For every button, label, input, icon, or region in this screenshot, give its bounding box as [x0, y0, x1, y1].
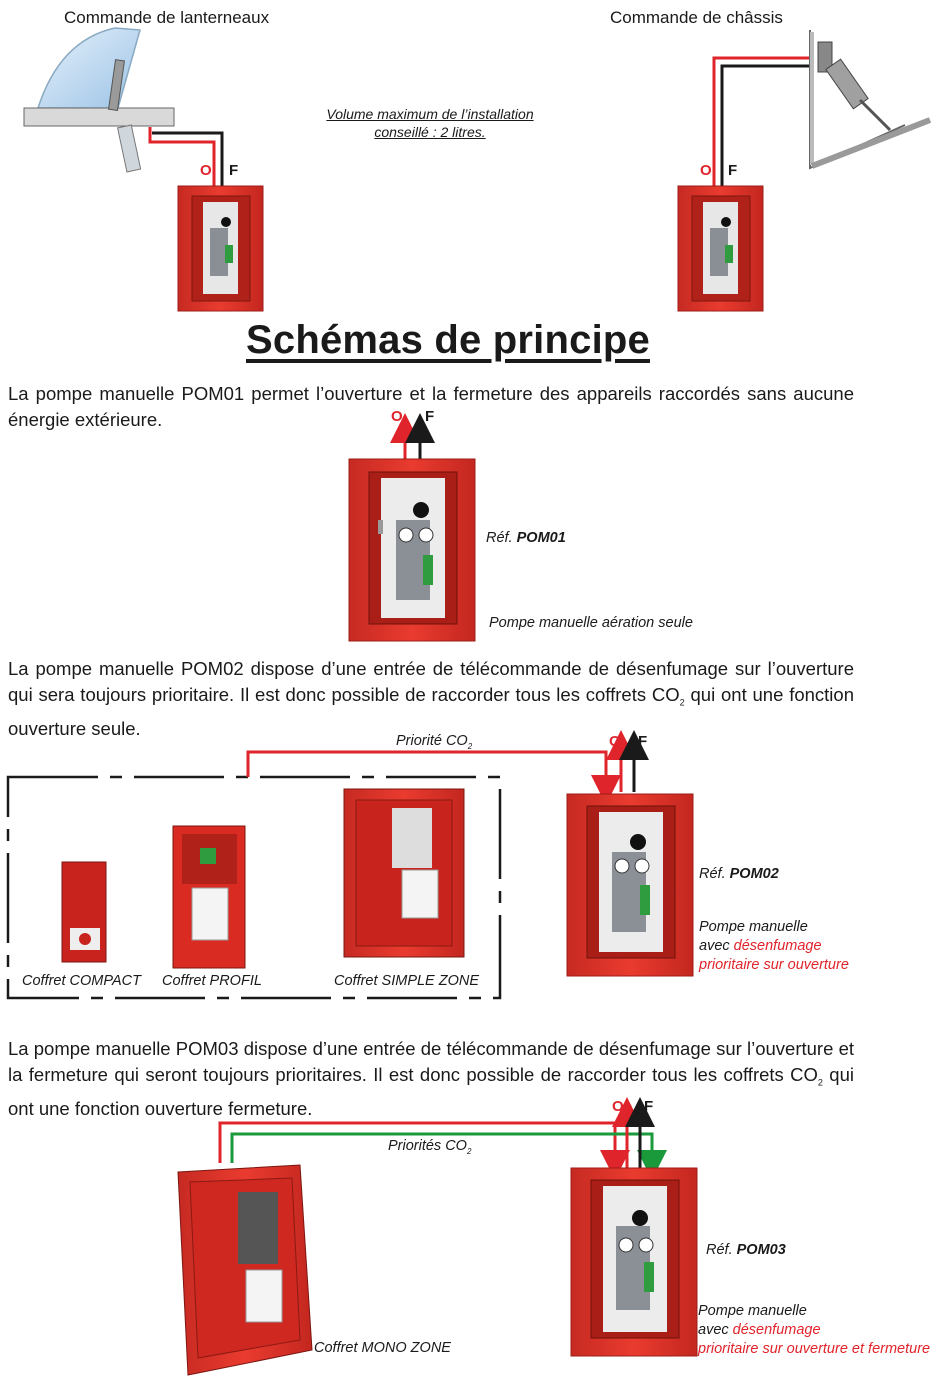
coffret-simple-zone-image	[344, 789, 464, 957]
pump-box-pom03	[571, 1168, 697, 1356]
paragraph-pom03-a: La pompe manuelle POM03 dispose d’une entrée de télécommande de désenfumage sur l’ouverture et la fermeture qui seront toujours prioritaires. Il est donc possible de raccorder tous les coffrets CO	[8, 1038, 854, 1085]
pump-box-small-left	[178, 186, 263, 311]
paragraph-pom02-sub: 2	[679, 697, 685, 708]
paragraph-pom03	[8, 1036, 854, 1121]
label-f-right: F	[728, 162, 738, 179]
caption-red1: désenfumage	[733, 938, 822, 954]
label-f-pom03: F	[644, 1098, 654, 1115]
chassis-illustration	[810, 30, 930, 168]
ref-pom01	[486, 530, 566, 546]
label-coffret-profil: Coffret PROFIL	[162, 973, 262, 989]
ref-code: POM03	[736, 1242, 786, 1258]
caption-line2	[698, 1321, 930, 1340]
volume-note-line1: Volume maximum de l’installation	[326, 106, 534, 122]
pump-box-small-right	[678, 186, 763, 311]
paragraph-pom03-sub: 2	[817, 1077, 823, 1088]
ref-code: POM01	[516, 530, 566, 546]
ref-pom03	[706, 1242, 786, 1258]
caption-red1: désenfumage	[732, 1322, 821, 1338]
paragraph-pom03-b: qui ont une fonction ouverture fermeture.	[8, 1063, 854, 1119]
pump-box-pom01	[349, 459, 475, 641]
priority-sub: 2	[466, 1146, 472, 1156]
caption-line2	[699, 937, 849, 956]
label-o-right: O	[700, 162, 712, 179]
paragraph-pom01: La pompe manuelle POM01 permet l’ouverture et la fermeture des appareils raccordés sans aucune énergie extérieure.	[8, 383, 854, 430]
title-lanterneaux: Commande de lanterneaux	[64, 8, 270, 27]
pump-box-pom02	[567, 794, 693, 976]
ref-code: POM02	[729, 866, 779, 882]
page-title: Schémas de principe	[246, 318, 650, 362]
pipe-priority-co2	[248, 752, 606, 790]
priority-text: Priorités CO	[388, 1138, 467, 1154]
label-o-left: O	[200, 162, 212, 179]
volume-note	[310, 105, 550, 141]
label-f-left: F	[229, 162, 239, 179]
volume-note-line2: conseillé : 2 litres.	[374, 124, 486, 140]
paragraph-pom02	[8, 656, 854, 741]
priority-label-pom03	[388, 1138, 471, 1156]
priority-text: Priorité CO	[396, 733, 468, 749]
ref-prefix: Réf.	[699, 866, 726, 882]
caption-pom01: Pompe manuelle aération seule	[489, 615, 693, 631]
label-coffret-compact: Coffret COMPACT	[22, 973, 141, 989]
skylight-illustration	[24, 28, 174, 172]
caption-red2: prioritaire sur ouverture	[699, 957, 849, 973]
label-f-pom02: F	[638, 733, 648, 750]
coffret-mono-zone-image	[178, 1165, 312, 1375]
label-o-pom01: O	[391, 408, 403, 425]
caption-red2: prioritaire sur ouverture et fermeture	[698, 1341, 931, 1357]
label-coffret-mono-zone: Coffret MONO ZONE	[314, 1340, 451, 1356]
ref-prefix: Réf.	[706, 1242, 733, 1258]
priority-label-pom02	[396, 733, 472, 751]
ref-pom02	[699, 866, 779, 882]
caption-avec: avec	[699, 938, 730, 954]
coffret-compact-image	[62, 862, 106, 962]
title-chassis: Commande de châssis	[610, 8, 783, 27]
priority-sub: 2	[467, 741, 473, 751]
caption-pom03	[698, 1302, 930, 1359]
caption-line1: Pompe manuelle	[699, 919, 808, 935]
caption-pom02	[699, 918, 849, 975]
caption-avec: avec	[698, 1322, 729, 1338]
paragraph-pom02-b: qui ont une fonction ouverture seule.	[8, 683, 854, 739]
label-o-pom03: O	[612, 1098, 624, 1115]
coffret-profil-image	[173, 826, 245, 968]
caption-line1: Pompe manuelle	[698, 1303, 807, 1319]
paragraph-pom02-a: La pompe manuelle POM02 dispose d’une entrée de télécommande de désenfumage sur l’ouverture qui sera toujours prioritaire. Il est donc possible de raccorder tous les coffrets CO	[8, 658, 854, 705]
label-coffret-simple-zone: Coffret SIMPLE ZONE	[334, 973, 480, 989]
label-o-pom02: O	[609, 733, 621, 750]
label-f-pom01: F	[425, 408, 435, 425]
ref-prefix: Réf.	[486, 530, 513, 546]
